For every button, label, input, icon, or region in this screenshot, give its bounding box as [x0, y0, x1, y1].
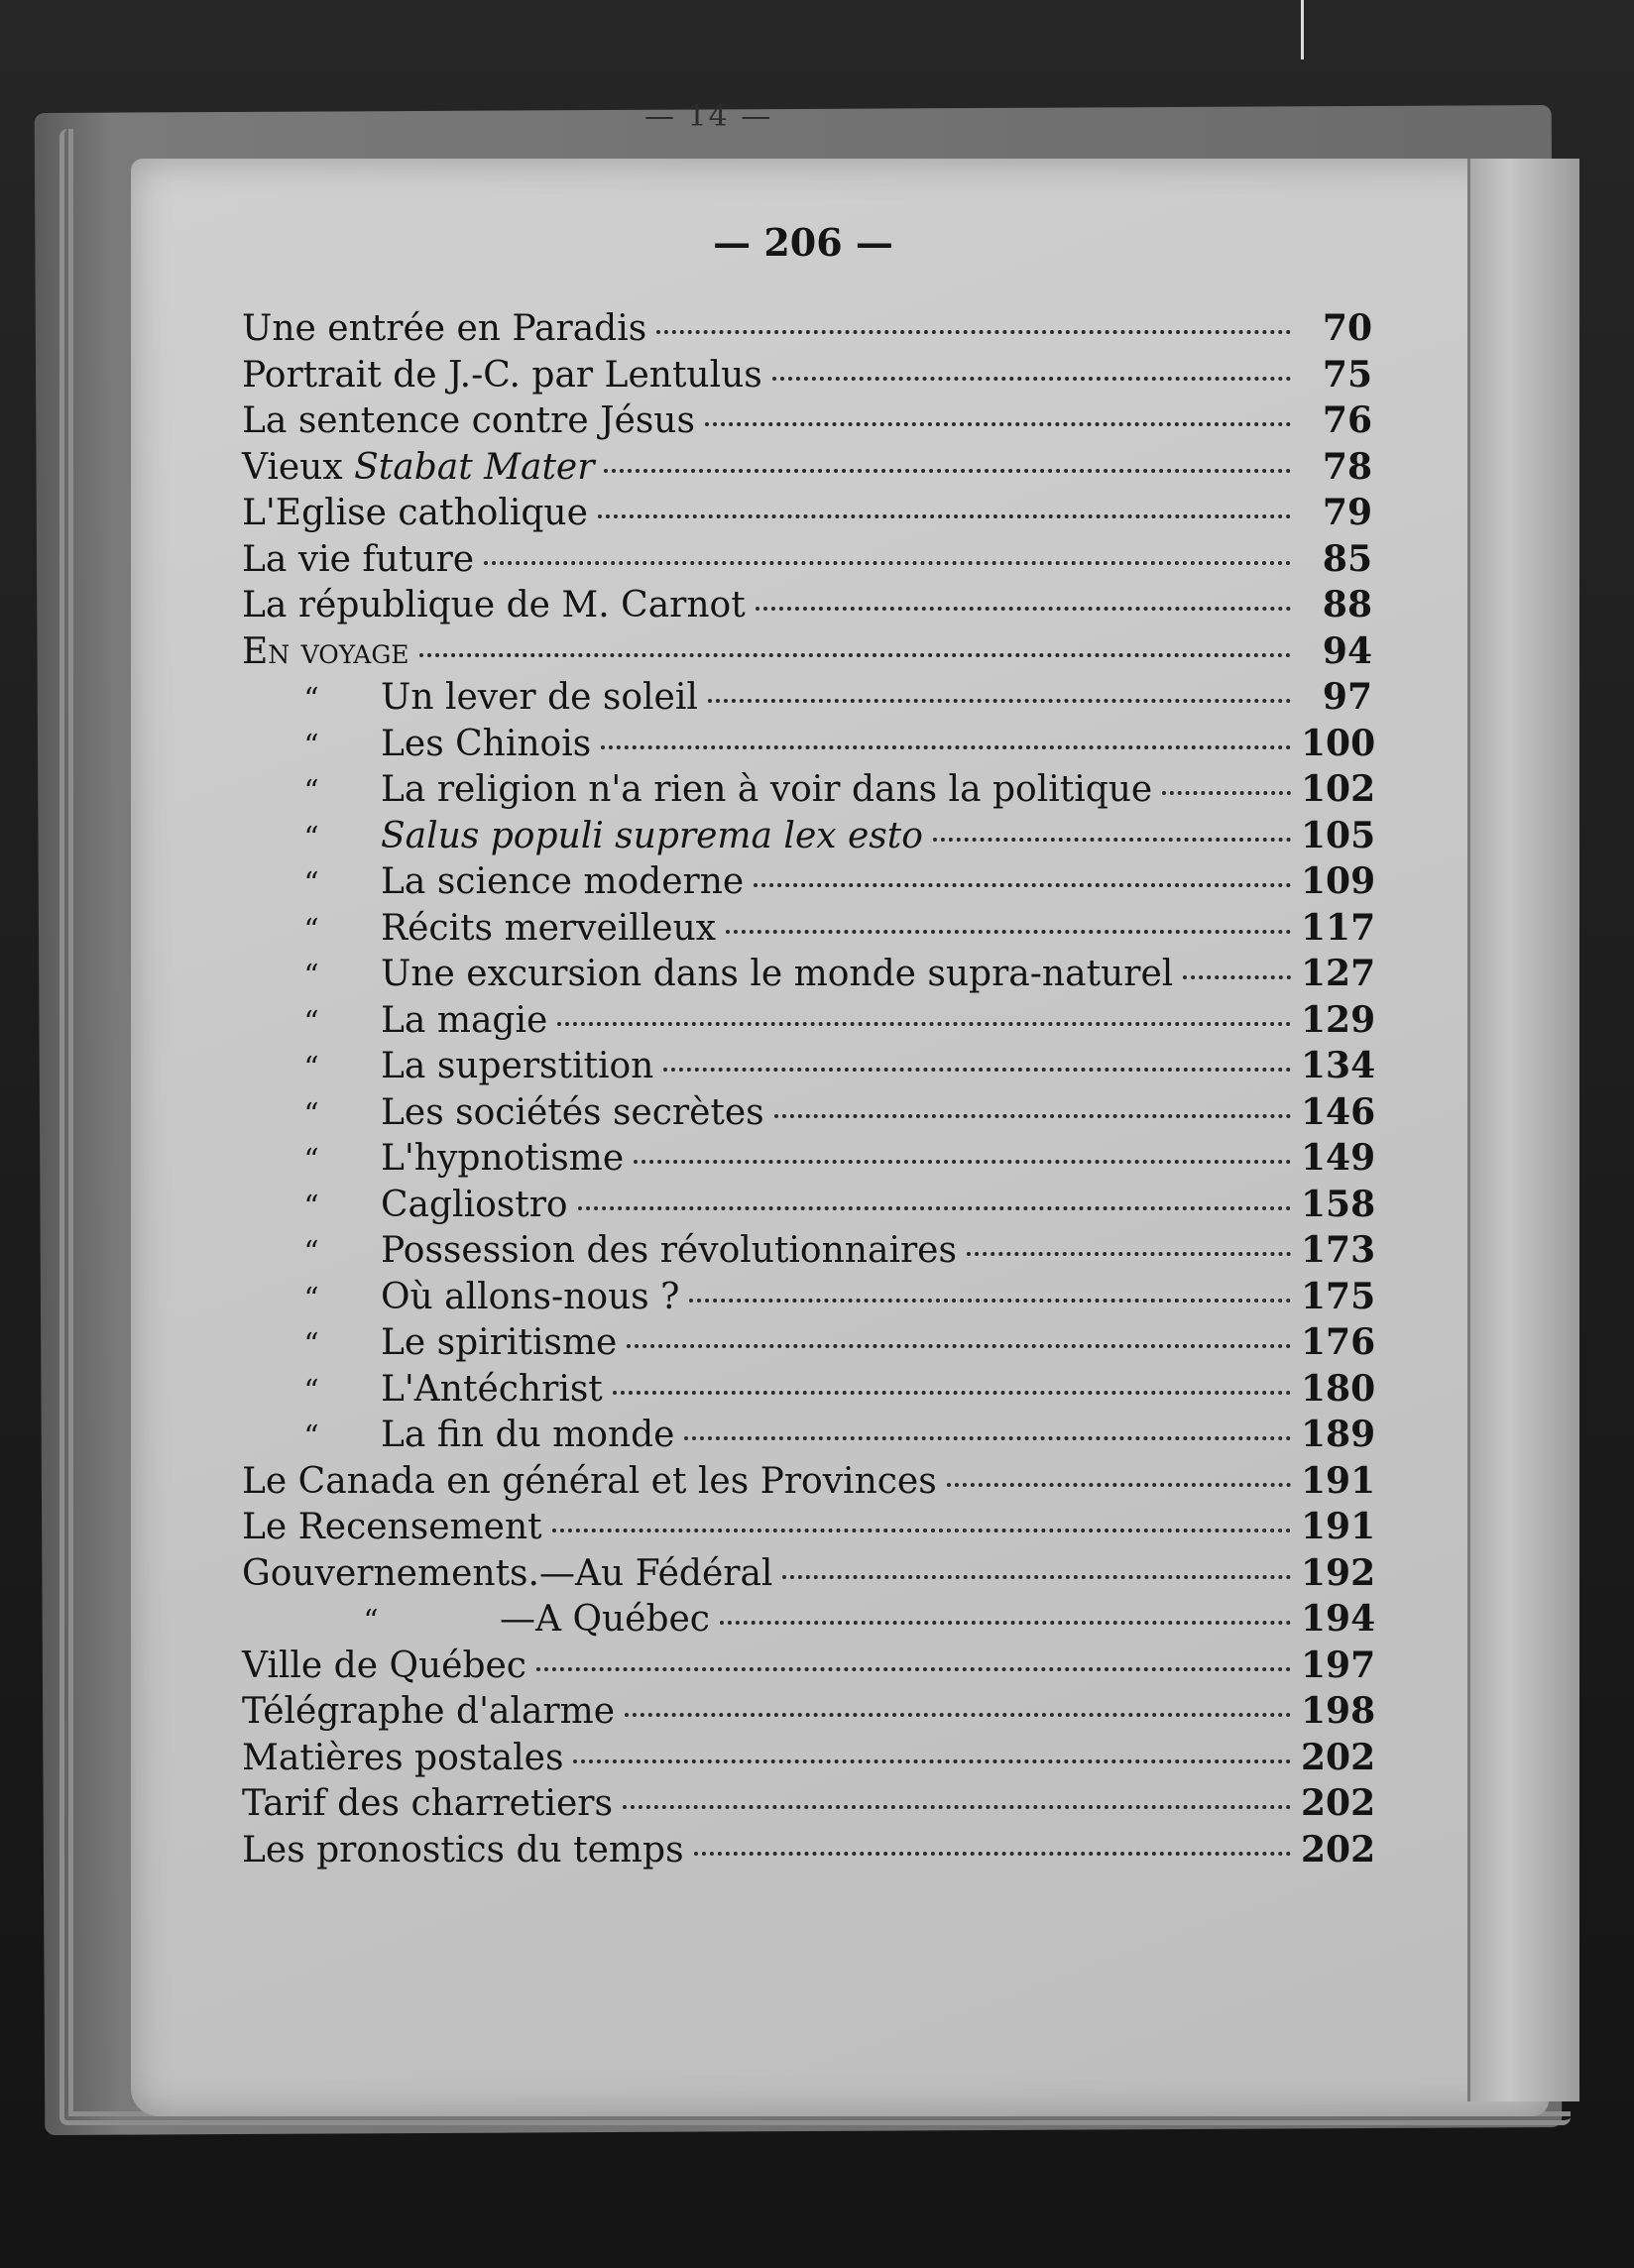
- toc-entry: [242, 1644, 1376, 1691]
- dot-leader: [634, 1160, 1291, 1164]
- dot-leader: [756, 607, 1291, 611]
- toc-subentry: [242, 1275, 1376, 1322]
- toc-entry-title: Gouvernements.—Au Fédéral: [242, 1552, 773, 1594]
- ditto-mark: “: [303, 959, 319, 993]
- ditto-mark: “: [303, 1373, 319, 1409]
- dot-leader: [573, 1759, 1291, 1763]
- ditto-mark: “: [303, 1143, 319, 1178]
- toc-entry-page: 194: [1301, 1598, 1376, 1640]
- dot-leader: [484, 561, 1291, 565]
- dot-leader: [694, 1852, 1291, 1856]
- ditto-mark: “: [303, 774, 319, 809]
- toc-section-heading: [242, 630, 1372, 677]
- toc-entry-title: [242, 447, 594, 488]
- dot-leader: [782, 1575, 1291, 1579]
- toc-entry: [242, 1828, 1376, 1875]
- toc-entry-title: La république de M. Carnot: [242, 585, 746, 625]
- dot-leader: [947, 1483, 1291, 1487]
- ditto-mark: “: [303, 1281, 319, 1316]
- toc-subentry: [242, 1090, 1376, 1138]
- toc-entry-page: 175: [1301, 1275, 1376, 1317]
- dot-leader: [598, 514, 1291, 518]
- toc-entry-title: Télégraphe d'alarme: [242, 1691, 616, 1732]
- toc-entry-page: 192: [1301, 1551, 1376, 1594]
- dot-leader: [552, 1529, 1291, 1532]
- toc-entry-page: 129: [1301, 998, 1376, 1041]
- toc-subentry: [242, 953, 1376, 999]
- dot-leader: [663, 1068, 1291, 1072]
- toc-entry-page: 75: [1322, 353, 1372, 396]
- dot-leader: [967, 1252, 1291, 1256]
- dot-leader: [720, 1621, 1291, 1625]
- ditto-mark: “: [303, 1189, 319, 1224]
- dot-leader: [627, 1344, 1291, 1348]
- toc-entry-page: 149: [1301, 1137, 1376, 1179]
- toc-entry-title: Ville de Québec: [242, 1644, 526, 1686]
- toc-entry: [242, 584, 1372, 630]
- toc-entry-page: 191: [1301, 1506, 1376, 1547]
- toc-entry: [242, 1506, 1376, 1552]
- toc-entry: [242, 1782, 1376, 1829]
- dot-leader: [601, 745, 1291, 749]
- toc-subentry: [242, 1598, 1376, 1644]
- toc-entry-page: 146: [1301, 1090, 1376, 1133]
- dot-leader: [604, 469, 1291, 473]
- toc-entry-page: 102: [1301, 768, 1376, 810]
- scan-corner-line: [1301, 0, 1304, 59]
- toc-subentry: [242, 906, 1376, 954]
- toc-entry: [242, 399, 1372, 446]
- toc-entry-title: Le spiritisme: [381, 1322, 618, 1363]
- dot-leader: [689, 1299, 1291, 1303]
- toc-entry-title: Une entrée en Paradis: [242, 308, 647, 349]
- toc-subentry: [242, 768, 1376, 815]
- toc-subentry: [242, 1137, 1376, 1184]
- dot-leader: [1183, 975, 1291, 979]
- toc-entry-title: Où allons-nous ?: [381, 1276, 680, 1317]
- toc-entry-title: Matières postales: [242, 1737, 564, 1778]
- dot-leader: [419, 653, 1291, 657]
- page-number: — 206 —: [713, 220, 893, 265]
- toc-entry-page: 79: [1322, 492, 1372, 533]
- toc-entry-page: 78: [1322, 445, 1372, 488]
- ditto-mark: “: [303, 820, 319, 855]
- toc-entry-page: 176: [1301, 1321, 1376, 1363]
- toc-entry: [242, 1690, 1376, 1737]
- toc-entry-page: 88: [1322, 584, 1372, 625]
- toc-entry: [242, 492, 1372, 538]
- ditto-mark: “: [303, 912, 319, 948]
- toc-entry-page: 158: [1301, 1183, 1376, 1225]
- toc-subentry: [242, 1414, 1376, 1460]
- page-fore-edge: [1467, 159, 1579, 2101]
- dot-leader: [933, 838, 1291, 842]
- toc-entry: [242, 538, 1372, 585]
- dot-leader: [625, 1713, 1291, 1717]
- toc-entry-title: [242, 631, 409, 672]
- toc-entry-page: 189: [1301, 1414, 1376, 1455]
- toc-subentry: [242, 1183, 1376, 1230]
- ditto-mark: “: [303, 1004, 319, 1040]
- toc-entry-title: L'hypnotisme: [381, 1138, 625, 1179]
- toc-subentry: [242, 722, 1376, 769]
- dot-leader: [656, 330, 1291, 334]
- toc-entry: [242, 307, 1372, 354]
- toc-entry-title: Récits merveilleux: [381, 907, 717, 949]
- dot-leader: [557, 1022, 1291, 1026]
- toc-entry-title: Le Canada en général et les Provinces: [242, 1460, 937, 1502]
- toc-entry-title: La religion n'a rien à voir dans la politique: [381, 769, 1153, 810]
- toc-entry-page: 76: [1322, 399, 1372, 441]
- toc-entry: [242, 1551, 1376, 1599]
- toc-entry-page: 180: [1301, 1367, 1376, 1410]
- toc-entry-title: La vie future: [242, 538, 475, 580]
- previous-page-number: — 14 —: [644, 99, 773, 134]
- toc-subentry: [242, 676, 1372, 723]
- ditto-mark: “: [303, 682, 319, 717]
- toc-entry-page: 198: [1301, 1690, 1376, 1732]
- toc-entry-page: 100: [1301, 722, 1376, 764]
- ditto-mark: “: [303, 1327, 319, 1362]
- toc-subentry: [242, 998, 1376, 1046]
- toc-entry-title: La science moderne: [381, 861, 745, 902]
- toc-entry-title: [381, 816, 923, 856]
- toc-entry-page: 202: [1301, 1828, 1376, 1871]
- ditto-mark: “: [303, 728, 319, 763]
- toc-entry: [242, 446, 1372, 493]
- toc-entry-page: 117: [1301, 906, 1376, 949]
- toc-subentry: [242, 860, 1376, 907]
- toc-entry-title: La superstition: [381, 1046, 654, 1086]
- toc-entry: [242, 1736, 1376, 1783]
- toc-entry-page: 191: [1301, 1459, 1376, 1502]
- toc-entry-title: Un lever de soleil: [381, 677, 698, 718]
- dot-leader: [536, 1667, 1291, 1671]
- toc-entry-title: Possession des révolutionnaires: [381, 1230, 957, 1271]
- toc-entry-page: 197: [1301, 1644, 1376, 1686]
- toc-entry-page: 97: [1322, 676, 1372, 718]
- section-title: En voyage: [242, 630, 409, 672]
- toc-entry: [242, 1459, 1376, 1507]
- toc-entry-title: Portrait de J.-C. par Lentulus: [242, 354, 762, 396]
- toc-subentry: [242, 1321, 1376, 1368]
- ditto-mark: “: [303, 1096, 319, 1132]
- toc-entry-page: 109: [1301, 860, 1376, 902]
- toc-entry-page: 105: [1301, 814, 1376, 856]
- toc-subentry: [242, 1367, 1376, 1415]
- toc-entry-title: L'Antéchrist: [381, 1368, 603, 1410]
- toc-entry-title: La fin du monde: [381, 1415, 675, 1455]
- dot-leader: [684, 1436, 1291, 1440]
- toc-entry-title: Cagliostro: [381, 1184, 568, 1225]
- ditto-mark: “: [303, 1051, 319, 1085]
- toc-entry-page: 70: [1322, 307, 1372, 349]
- dot-leader: [623, 1805, 1291, 1809]
- toc-entry-title: Une excursion dans le monde supra-naturel: [381, 954, 1174, 994]
- dot-leader: [705, 422, 1291, 426]
- ditto-mark: “: [303, 866, 319, 901]
- toc-entry-title-italic: Stabat Mater: [354, 446, 595, 488]
- ditto-mark: “: [303, 1419, 319, 1454]
- dot-leader: [578, 1206, 1291, 1210]
- dot-leader: [726, 930, 1291, 934]
- ditto-mark: “: [363, 1604, 379, 1639]
- toc-entry-title: Le Recensement: [242, 1507, 542, 1547]
- toc-entry: [242, 354, 1372, 400]
- toc-entry-title: Tarif des charretiers: [242, 1783, 613, 1824]
- toc-entry-title: La sentence contre Jésus: [242, 400, 695, 441]
- toc-entry-title: La magie: [381, 999, 548, 1041]
- toc-entry-title: Les Chinois: [381, 723, 592, 764]
- ditto-mark: “: [303, 1235, 319, 1270]
- toc-entry-title-italic: Salus populi suprema lex esto: [381, 815, 923, 856]
- dot-leader: [1162, 791, 1291, 795]
- dot-leader: [774, 1114, 1291, 1118]
- dot-leader: [754, 883, 1291, 887]
- toc-entry-page: 85: [1322, 537, 1372, 580]
- dot-leader: [613, 1391, 1291, 1395]
- dot-leader: [772, 377, 1291, 381]
- toc-subentry: [242, 1045, 1376, 1091]
- toc-entry-title: L'Eglise catholique: [242, 493, 588, 533]
- toc-entry-title: Les pronostics du temps: [242, 1829, 684, 1871]
- toc-entry-title-prefix: Vieux: [242, 446, 355, 488]
- toc-entry-page: 94: [1322, 629, 1372, 672]
- toc-entry-title: —A Québec: [500, 1599, 710, 1640]
- toc-entry-page: 202: [1301, 1782, 1376, 1824]
- toc-subentry: [242, 1229, 1376, 1276]
- toc-entry-page: 134: [1301, 1045, 1376, 1086]
- toc-entry-page: 202: [1301, 1736, 1376, 1778]
- toc-entry-title: Les sociétés secrètes: [381, 1091, 764, 1133]
- toc-entry-page: 127: [1301, 953, 1376, 994]
- toc-entry-page: 173: [1301, 1229, 1376, 1271]
- toc-subentry: [242, 814, 1376, 861]
- table-of-contents: [242, 307, 1376, 1874]
- dot-leader: [708, 699, 1291, 703]
